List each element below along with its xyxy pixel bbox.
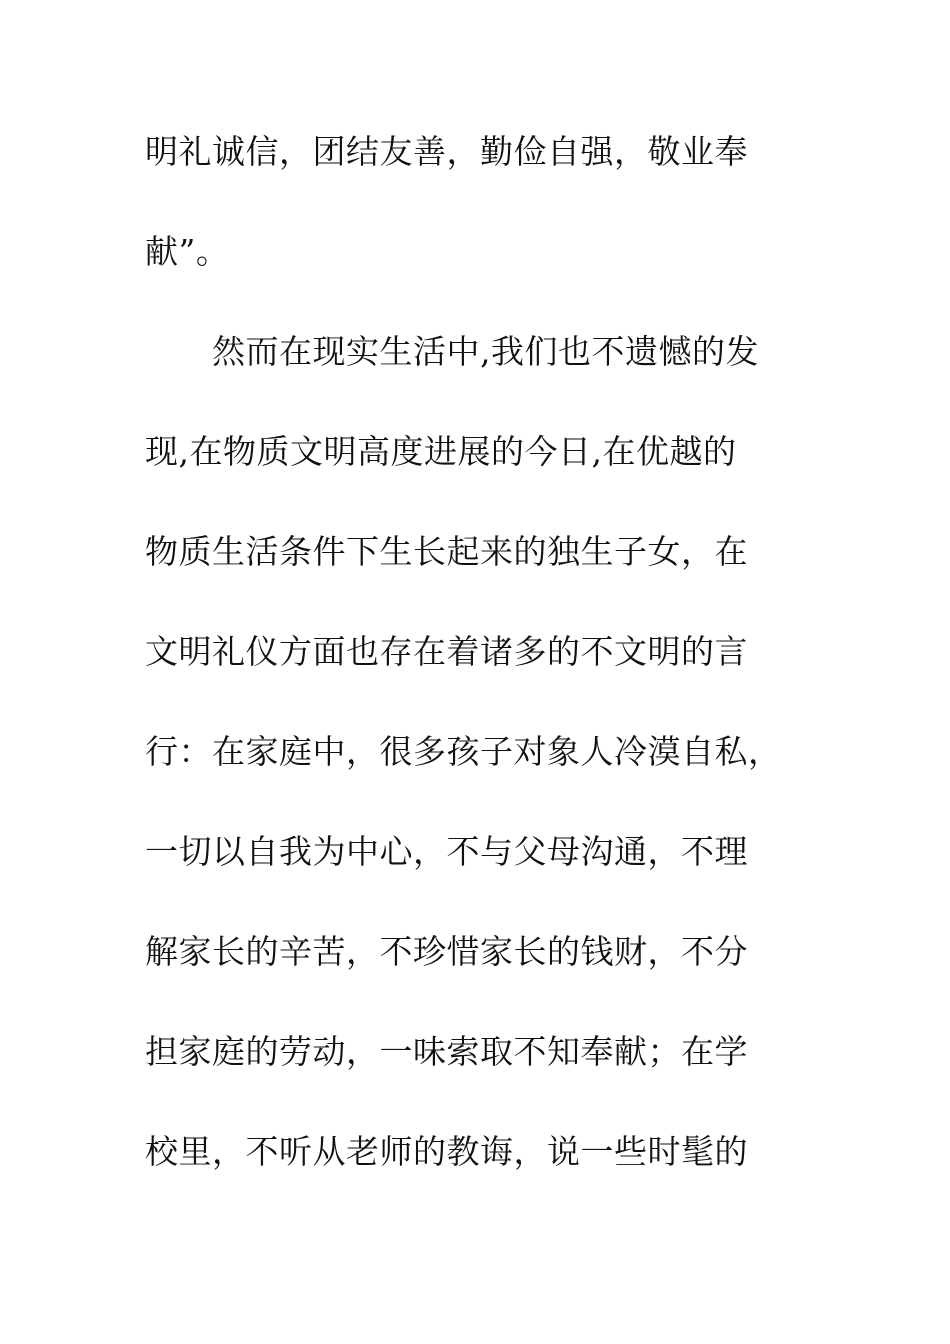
paragraph-first-line: 然而在现实生活中,我们也不遗憾的发 bbox=[212, 332, 759, 371]
text-line: 解家长的辛苦，不珍惜家长的钱财，不分 bbox=[145, 932, 748, 971]
text-line: 担家庭的劳动，一味索取不知奉献；在学 bbox=[145, 1032, 748, 1071]
text-line: 明礼诚信，团结友善，勤俭自强，敬业奉 bbox=[145, 132, 748, 171]
text-line: 校里，不听从老师的教诲，说一些时髦的 bbox=[145, 1132, 748, 1171]
text-line: 文明礼仪方面也存在着诸多的不文明的言 bbox=[145, 632, 748, 671]
text-line: 行：在家庭中，很多孩子对象人冷漠自私， bbox=[145, 732, 782, 771]
text-line: 一切以自我为中心，不与父母沟通，不理 bbox=[145, 832, 748, 871]
text-line: 物质生活条件下生长起来的独生子女，在 bbox=[145, 532, 748, 571]
text-line: 献”。 bbox=[145, 232, 230, 271]
text-line: 现,在物质文明高度进展的今日,在优越的 bbox=[145, 432, 737, 471]
